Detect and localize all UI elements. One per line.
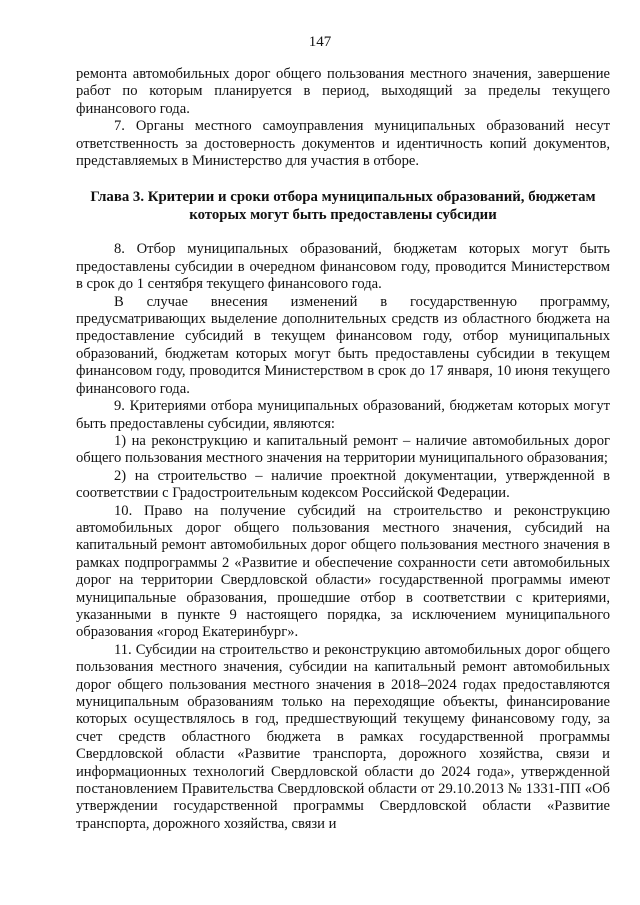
criterion-1: 1) на реконструкцию и капитальный ремонт – наличие автомобильных дорог общего пользования местного значения на территории муниципального образования; <box>76 432 610 467</box>
paragraph-7: 7. Органы местного самоуправления муниципальных образований несут ответственность за достоверность документов и идентичность копий документов, представляемых в Министерство для участия в отборе. <box>76 118 610 170</box>
criterion-2: 2) на строительство – наличие проектной документации, утвержденной в соответствии с Градостроительным кодексом Российской Федерации. <box>76 467 610 502</box>
paragraph-8-amendment: В случае внесения изменений в государственную программу, предусматривающих выделение дополнительных средств из областного бюджета на предоставление субсидий в текущем финансовом году, отбор муниципальных образований, бюджетам которых могут быть предоставлены субсидии в текущем финансовом году, проводится Министерством в срок до 17 января, 10 июня текущего финансового года. <box>76 293 610 397</box>
paragraph-8: 8. Отбор муниципальных образований, бюджетам которых могут быть предоставлены субсидии в очередном финансовом году, проводится Министерством в срок до 1 сентября текущего финансового года. <box>76 241 610 293</box>
paragraph-continuation: ремонта автомобильных дорог общего пользования местного значения, завершение работ по которым планируется в период, выходящий за пределы текущего финансового года. <box>76 66 610 117</box>
chapter-title: Глава 3. Критерии и сроки отбора муниципальных образований, бюджетам которых могут быть предоставлены субсидии <box>90 189 596 224</box>
paragraph-9: 9. Критериями отбора муниципальных образований, бюджетам которых могут быть предоставлены субсидии, являются: <box>76 398 610 432</box>
paragraph-11: 11. Субсидии на строительство и реконструкцию автомобильных дорог общего пользования местного значения, субсидии на капитальный ремонт автомобильных дорог общего пользования местного значения в 2018–2024 годах предоставляются муниципальным образованиям только на переходящие объекты, финансирование которых осуществлялось в год, предшествующий текущему финансовому году, за счет средств областного бюджета в рамках государственной программы Свердловской области «Развитие транспорта, дорожного хозяйства, связи и информационных технологий Свердловской области до 2024 года», утвержденной постановлением Правительства Свердловской области от 29.10.2013 № 1331-ПП «Об утверждении государственной программы Свердловской области «Развитие транспорта, дорожного хозяйства, связи и <box>76 641 610 832</box>
document-body <box>76 66 610 833</box>
paragraph-10: 10. Право на получение субсидий на строительство и реконструкцию автомобильных дорог общего пользования местного значения, субсидий на капитальный ремонт автомобильных дорог общего пользования местного значения в рамках подпрограммы 2 «Развитие и обеспечение сохранности сети автомобильных дорог на территории Свердловской области» государственной программы имеют муниципальные образования, прошедшие отбор в соответствии с критериями, указанными в пункте 9 настоящего порядка, за исключением муниципального образования «город Екатеринбург». <box>76 502 610 641</box>
page-number: 147 <box>308 34 332 50</box>
